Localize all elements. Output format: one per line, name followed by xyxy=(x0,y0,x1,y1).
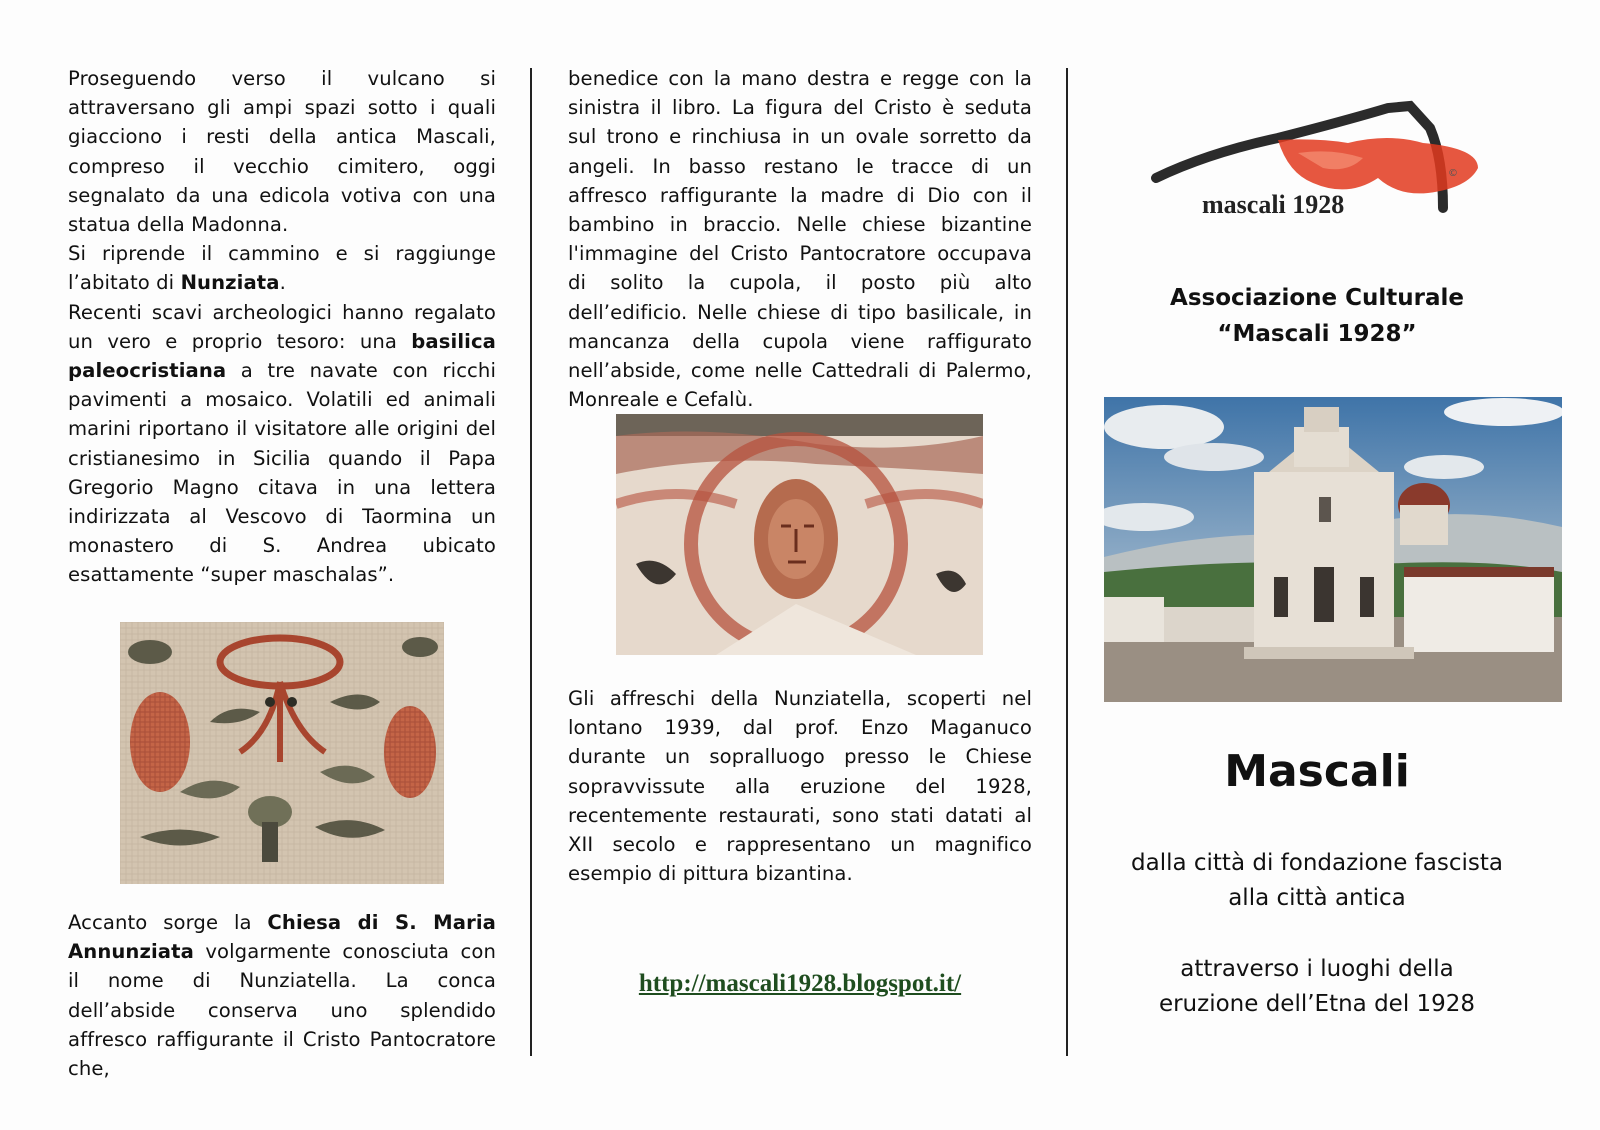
blog-link[interactable]: http://mascali1928.blogspot.it/ xyxy=(638,970,962,997)
annunziata-bold: Chiesa di S. Maria Annunziata xyxy=(68,911,496,964)
column-left xyxy=(68,64,496,590)
mascali-church-image xyxy=(1104,397,1562,702)
subtitle-line-3: attraverso i luoghi della xyxy=(1180,956,1454,982)
column-divider-left xyxy=(530,68,532,1056)
subtitle-line-2: alla città antica xyxy=(1228,885,1406,911)
subtitle-line-4: eruzione dell’Etna del 1928 xyxy=(1158,991,1476,1017)
mascali-1928-logo xyxy=(1148,98,1486,222)
paragraph-nunziata: Si riprende il cammino e si raggiunge l’abitato di Nunziata. xyxy=(68,242,496,295)
basilica-bold: basilica paleocristiana xyxy=(68,329,496,383)
paragraph-ruins: Proseguendo verso il vulcano si attraversano gli ampi spazi sotto i quali giacciono i resti della antica Mascali, compreso il vecchio cimitero, oggi segnalato da una edicola votiva con una statua della Madonna. xyxy=(68,67,496,237)
page-title: Mascali xyxy=(1224,746,1410,797)
subtitle-line-1: dalla città di fondazione fascista xyxy=(1131,850,1503,876)
column-middle-bottom xyxy=(568,684,1032,888)
paragraph-annunziata: Accanto sorge la Chiesa di S. Maria Annunziata volgarmente conosciuta con il nome di Nunziatella. La conca dell’abside conserva uno splendido affresco raffigurante il Cristo Pantocratore che, xyxy=(68,911,496,1081)
mosaic-floor-image xyxy=(120,622,444,884)
association-line-2: “Mascali 1928” xyxy=(1217,321,1417,347)
paragraph-pantocratore: benedice con la mano destra e regge con la sinistra il libro. La figura del Cristo è seduta sul trono e rinchiusa in un ovale sorretto da angeli. In basso restano le tracce di un affresco raffigurante la madre di Dio con il bambino in braccio. Nelle chiese bizantine l'immagine del Cristo Pantocratore occupava di solito la cupola, il posto più alto dell’edificio. Nelle chiese di tipo basilicale, in mancanza della cupola viene raffigurato nell’abside, come nelle Cattedrali di Palermo, Monreale e Cefalù. xyxy=(568,67,1032,412)
column-divider-right xyxy=(1066,68,1068,1056)
column-middle xyxy=(568,64,1032,414)
subtitle-eruption xyxy=(1104,952,1530,1022)
column-left-bottom xyxy=(68,908,496,1083)
association-name xyxy=(1104,280,1530,352)
logo-text: mascali 1928 xyxy=(1202,190,1345,219)
nunziata-bold: Nunziata xyxy=(180,271,280,295)
copyright-mark: © xyxy=(1448,168,1458,179)
paragraph-affreschi: Gli affreschi della Nunziatella, scoperti nel lontano 1939, dal prof. Enzo Maganuco durante un sopralluogo presso le Chiese sopravvissute alla eruzione del 1928, recentemente restaurati, sono stati datati al XII secolo e rappresentano un magnifico esempio di pittura bizantina. xyxy=(568,687,1032,886)
subtitle-cities xyxy=(1104,846,1530,916)
association-line-1: Associazione Culturale xyxy=(1170,285,1464,311)
paragraph-basilica: Recenti scavi archeologici hanno regalato un vero e proprio tesoro: una basilica paleocristiana a tre navate con ricchi pavimenti a mosaico. Volatili ed animali marini riportano il visitatore alle origini del cristianesimo in Sicilia quando il Papa Gregorio Magno citava in una lettera indirizzata al Vescovo di Taormina un monastero di S. Andrea ubicato esattamente “super maschalas”. xyxy=(68,300,496,587)
fresco-pantocratore-image xyxy=(616,414,983,655)
